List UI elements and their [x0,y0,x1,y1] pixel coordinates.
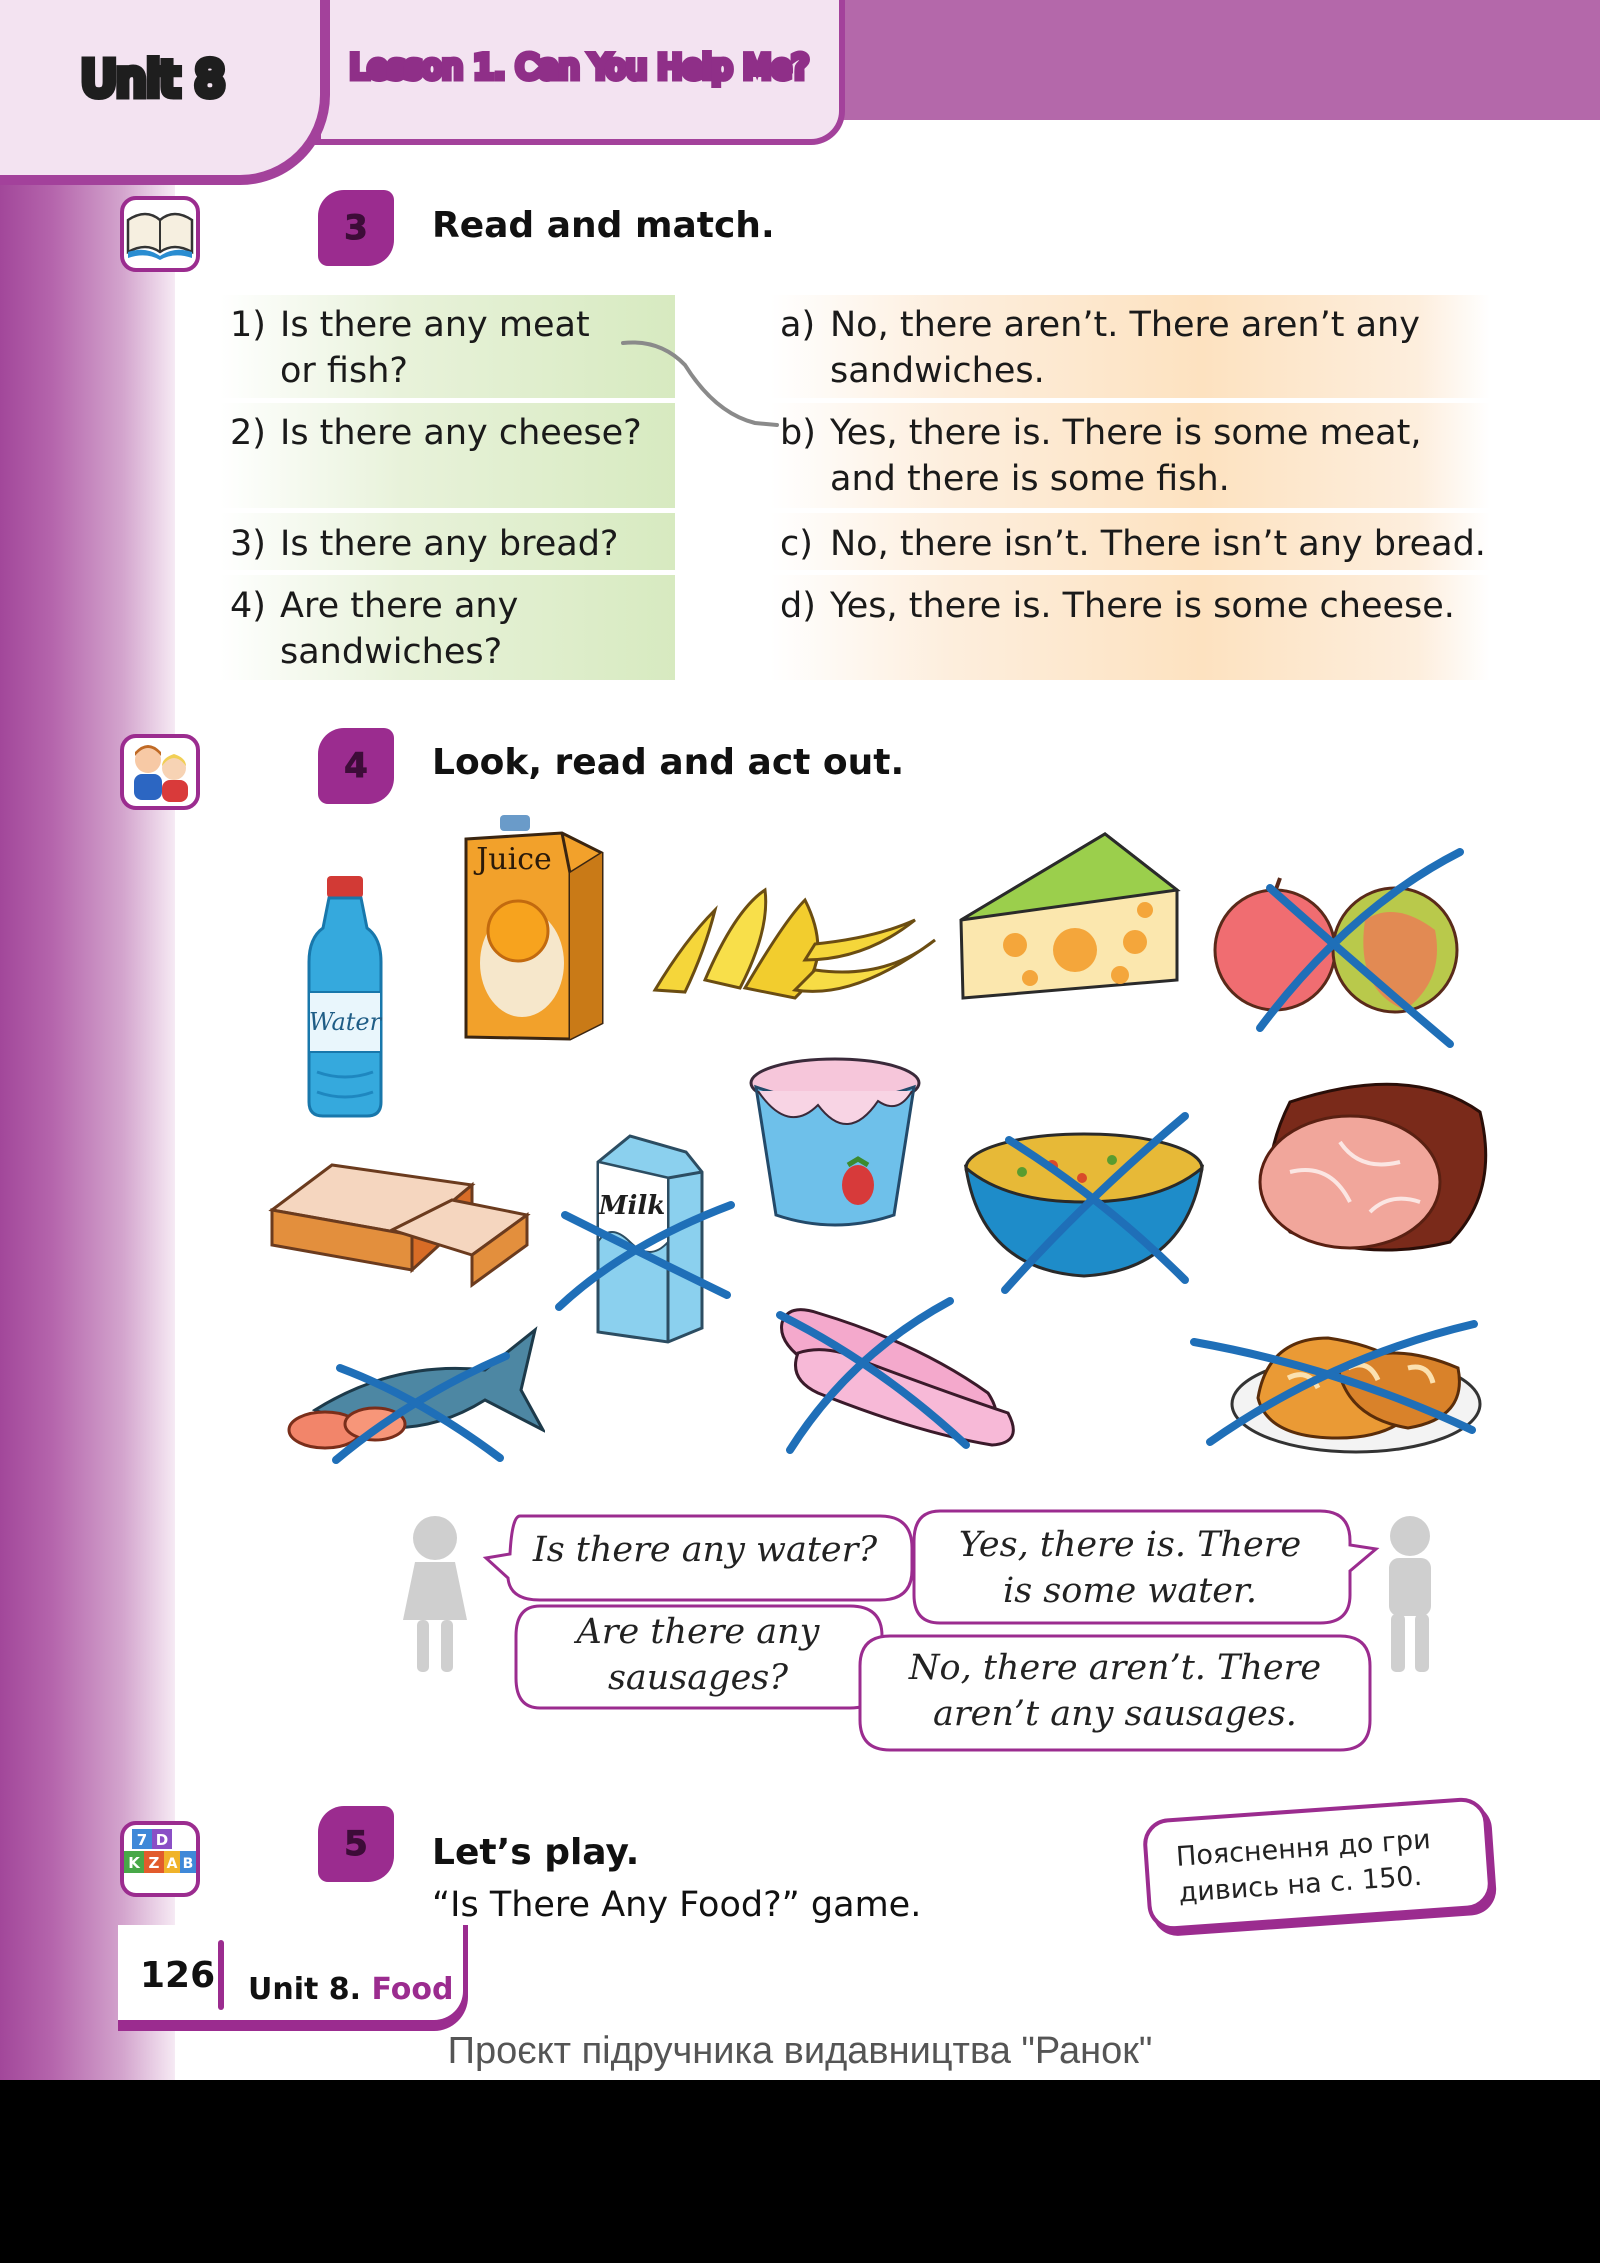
block-d: D [155,1831,169,1849]
lesson-label: Lesson 1. Can You Help Me? [350,48,810,86]
speech-text-4: No, there aren’t. There aren’t any sausages. [908,1648,1322,1734]
side-strip [0,0,175,2080]
answer-label: b) [780,413,816,453]
row-divider [220,508,675,513]
footer-unit-prefix: Unit 8. [248,1972,362,2007]
note-text: Пояснення до гри дивись на с. 150. [1175,1824,1432,1909]
question-text: Is there any cheese? [280,413,642,453]
question-label: 3) [230,524,266,564]
question-text: Are there any sandwiches? [280,586,519,672]
unit-label: Unit 8 [82,52,226,106]
match-line [615,335,785,440]
answer-text: No, there aren’t. There aren’t any sandwiches. [830,305,1420,391]
apples [1205,870,1485,1020]
block-k: K [128,1854,140,1872]
speech-text-1: Is there any water? [532,1530,878,1570]
footer-unit-topic: Food [371,1972,454,2007]
row-divider [770,508,1490,513]
meat [1250,1072,1495,1262]
question-text: Is there any bread? [280,524,619,564]
cheese [955,830,1185,1000]
question-1 [230,302,590,394]
exercise-4-number: 4 [318,728,394,804]
answer-label: a) [780,305,816,345]
exercise-4-title: Look, read and act out. [432,742,905,783]
footer-divider [218,1940,224,2010]
fish [285,1320,545,1460]
answer-text: No, there isn’t. There isn’t any bread. [830,524,1486,564]
open-book-icon [118,190,202,276]
children-icon [118,728,202,814]
question-label: 2) [230,413,266,453]
sausages [768,1283,1028,1453]
block-a: A [166,1856,178,1872]
question-label: 4) [230,586,266,626]
answer-b [780,410,1421,502]
question-label: 1) [230,305,266,345]
answer-text: Yes, there is. There is some meat, and there is some fish. [830,413,1422,499]
milk-label: Milk [598,1191,666,1221]
bananas [645,880,945,1010]
boy-silhouette [1375,1510,1445,1675]
note-box [1142,1796,1494,1932]
yogurt [748,1055,923,1235]
speech-text-2: Yes, there is. There is some water. [958,1525,1302,1611]
row-divider [770,570,1490,575]
answer-d [780,583,1455,629]
answer-label: c) [780,524,813,564]
exercise-3-number: 3 [318,190,394,266]
watermark: Проєкт підручника видавництва "Ранок" [447,2030,1153,2072]
sandwiches [262,1160,532,1290]
letter-blocks-icon [118,1815,202,1901]
water-label: Water [308,1008,382,1036]
answer-a [780,302,1420,394]
bread [1228,1308,1483,1456]
row-divider [220,570,675,575]
exercise-5-subtitle: “Is There Any Food?” game. [432,1885,922,1925]
answer-c [780,521,1486,567]
juice-label: Juice [476,842,552,877]
question-2 [230,410,642,456]
row-divider [220,398,675,403]
soup-bowl [962,1130,1207,1280]
question-text: Is there any meat or fish? [280,305,590,391]
milk-carton [590,1132,710,1347]
juice-carton [462,813,612,1043]
water-bottle [295,872,395,1122]
block-b: B [182,1856,194,1872]
exercise-5-number: 5 [318,1806,394,1882]
answer-label: d) [780,586,816,626]
girl-silhouette [395,1510,475,1675]
exercise-3-title: Read and match. [432,205,775,246]
block-7: 7 [136,1831,148,1849]
block-z: Z [148,1854,160,1872]
speech-text-3: Are there any sausages? [576,1612,820,1698]
footer-unit [248,1972,454,2007]
question-3 [230,521,618,567]
answer-text: Yes, there is. There is some cheese. [830,586,1455,626]
row-divider [770,398,1490,403]
question-4 [230,583,518,675]
exercise-5-title: Let’s play. [432,1832,640,1873]
page-number: 126 [140,1955,216,1996]
